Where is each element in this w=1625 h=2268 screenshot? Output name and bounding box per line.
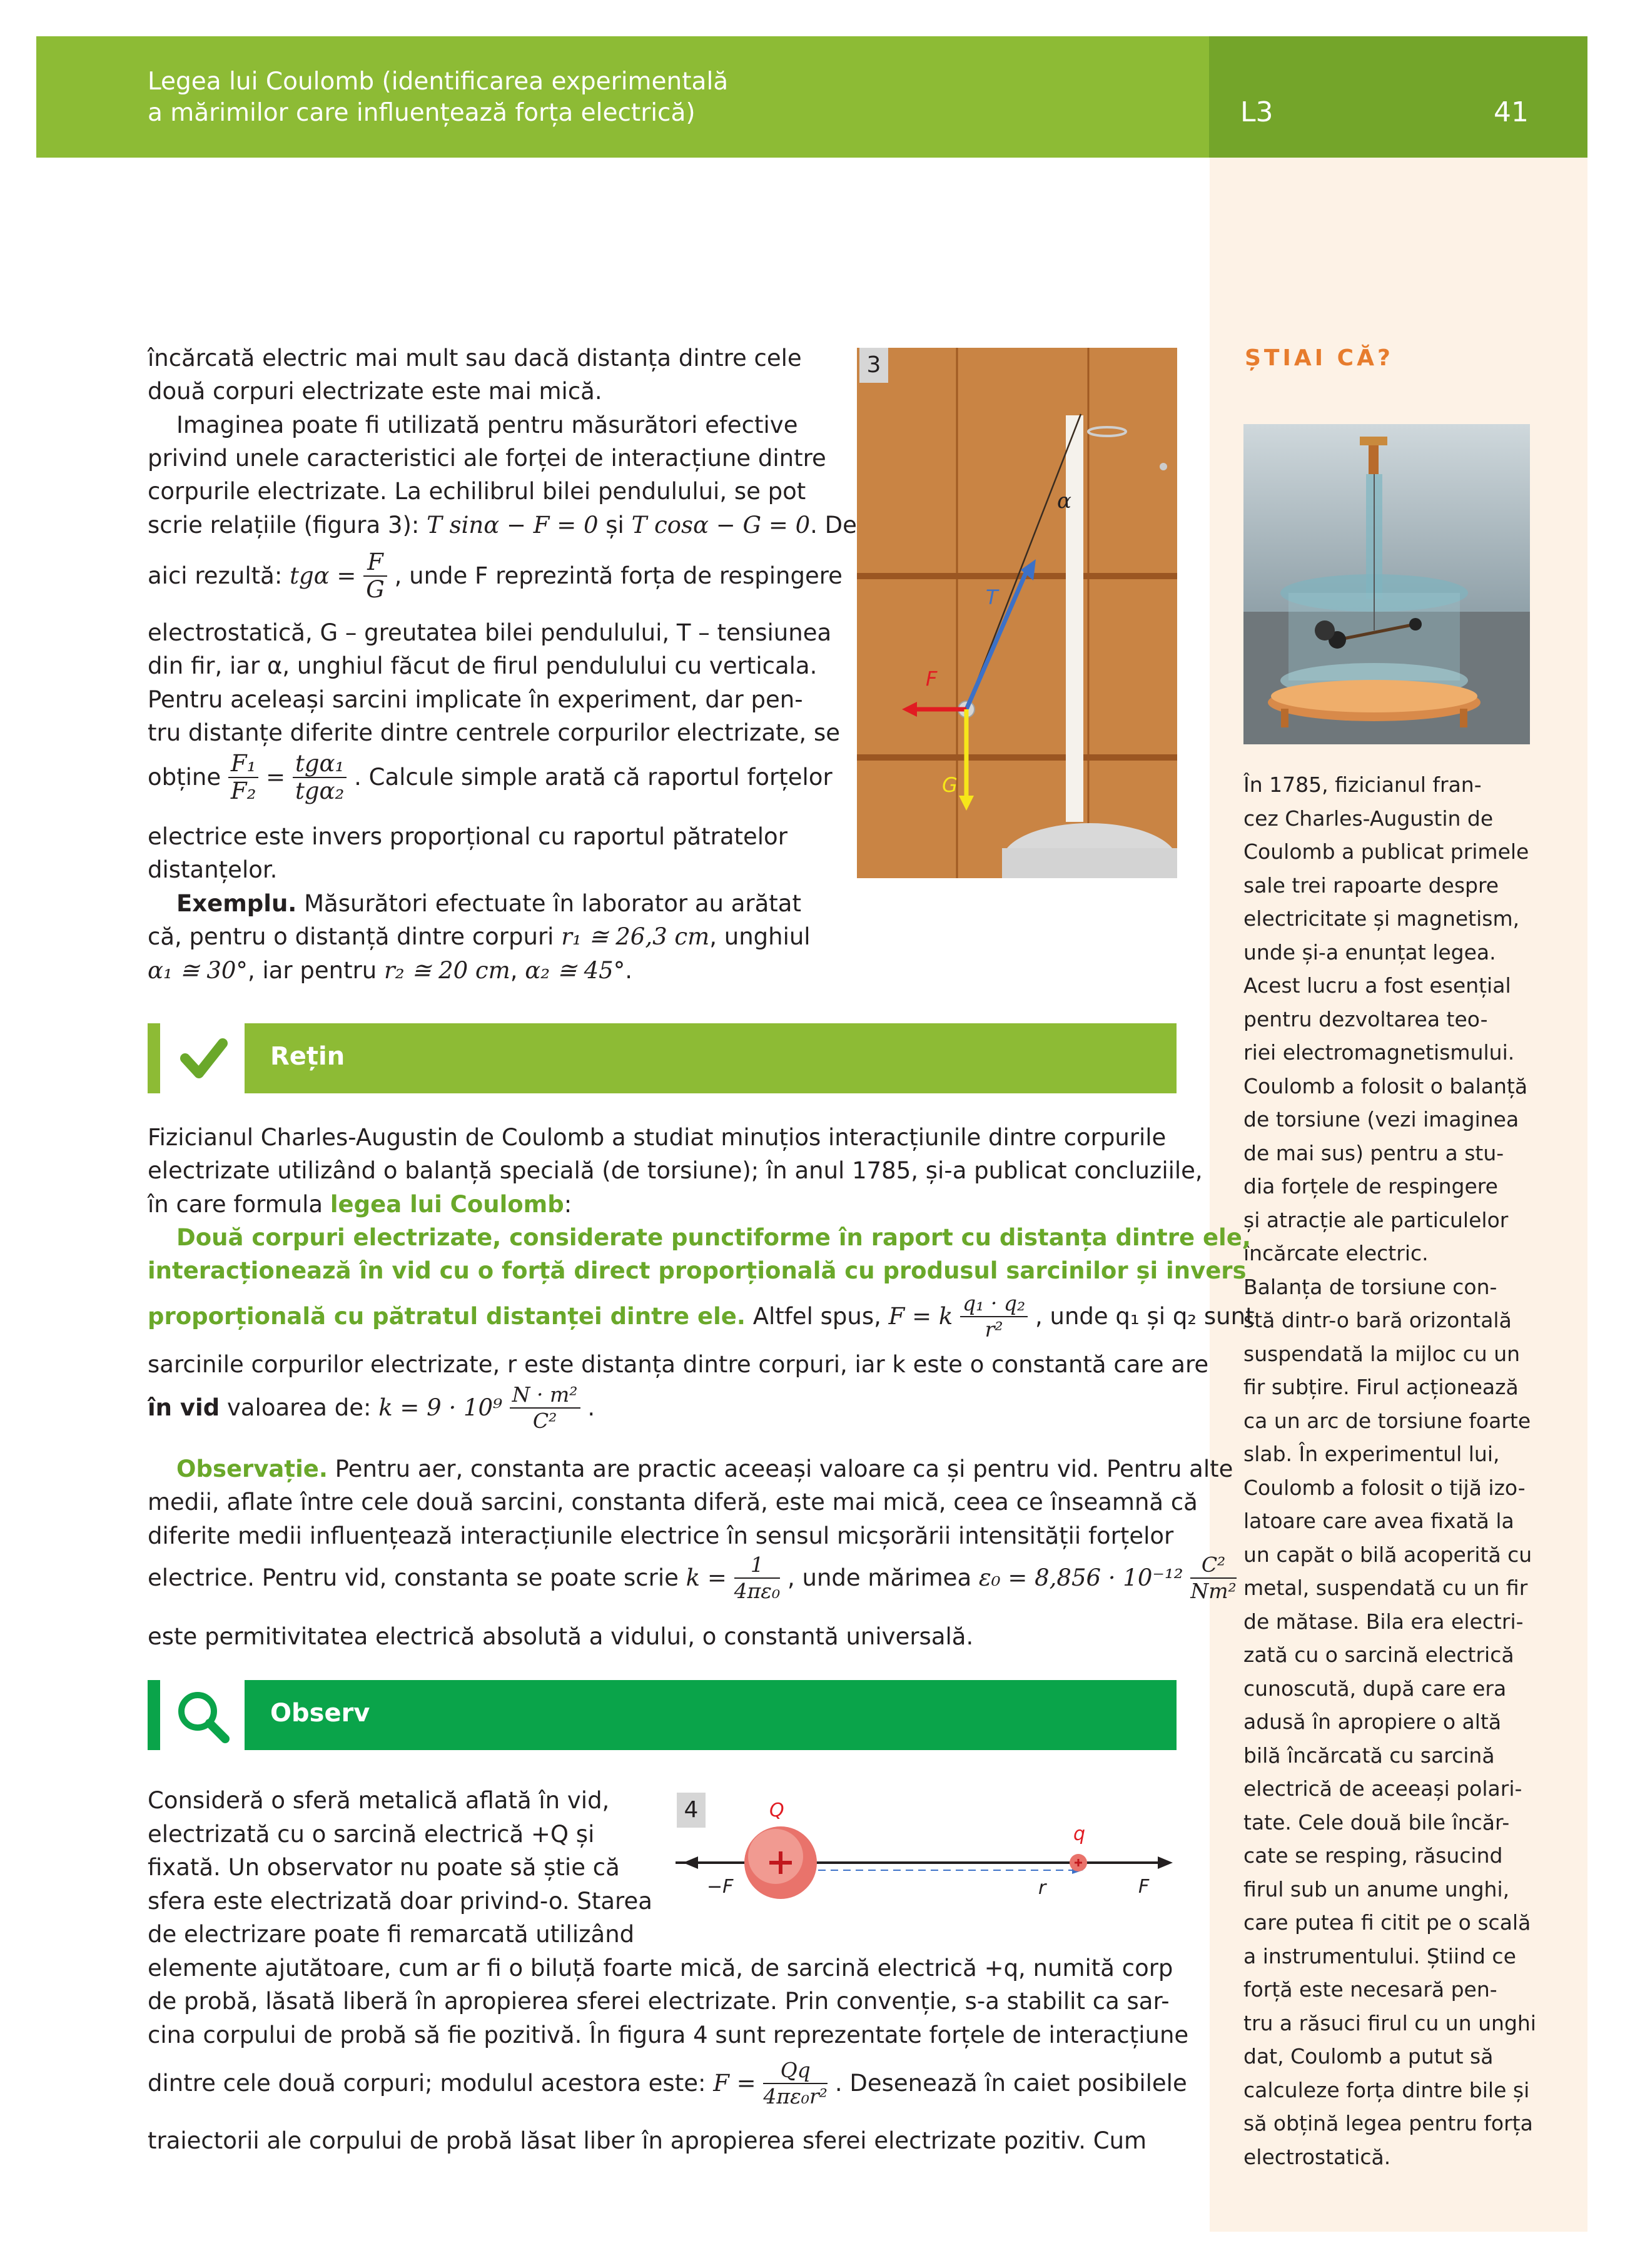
k-formula: k =	[686, 1564, 727, 1592]
text-line: electrice este invers proporțional cu raportul pătratelor	[148, 823, 787, 850]
fraction-denominator: Nm²	[1190, 1579, 1237, 1603]
text-run: în care formula	[148, 1191, 330, 1218]
magnifier-icon	[160, 1680, 245, 1750]
text-run: ,	[510, 957, 525, 984]
fraction-denominator: 4πε₀r²	[763, 2084, 828, 2109]
text-line	[148, 751, 833, 804]
text-line: elemente ajutătoare, cum ar fi o biluță foarte mică, de sarcină electrică +q, numită corp	[148, 1955, 1173, 1982]
fraction-numerator: F	[363, 549, 387, 577]
text-run: . De	[810, 512, 857, 539]
text-line: Imaginea poate fi utilizată pentru măsurători efective	[176, 412, 798, 438]
lesson-title-line: a mărimilor care influențează forța electrică)	[148, 99, 696, 127]
figure-4-charges	[676, 1789, 1176, 1914]
text-line	[148, 2058, 1187, 2109]
page-header	[36, 36, 1587, 158]
fraction-numerator: tgα₁	[293, 751, 347, 778]
fraction-numerator: N · m²	[510, 1382, 580, 1409]
text-run: electrice. Pentru vid, constanta se poate scrie	[148, 1564, 679, 1592]
distance-r1: r₁ ≅ 26,3 cm	[561, 923, 710, 950]
text-run: , unde mărimea	[787, 1564, 972, 1592]
label-r: r	[1038, 1877, 1046, 1899]
text-line	[176, 1452, 1233, 1486]
banner-bar	[245, 1680, 1177, 1750]
fraction	[363, 549, 387, 603]
law-statement-line: interacționează în vid cu o forță direct proporțională cu produsul sarcinilor și invers	[148, 1257, 1247, 1284]
label-weight: G	[942, 773, 958, 797]
text-line: electrostatică, G – greutatea bilei pendulului, T – tensiunea	[148, 619, 832, 646]
text-line	[148, 1552, 1237, 1604]
banner-icon-box	[160, 1023, 245, 1093]
text-run: în vid	[148, 1394, 220, 1422]
sidebar-text	[1243, 768, 1537, 2174]
text-line: privind unele caracteristici ale forței de interacțiune dintre	[148, 445, 826, 472]
text-run: și	[598, 512, 632, 539]
text-run: , unde F reprezintă forța de respingere	[394, 562, 843, 590]
coulomb-law-term: legea lui Coulomb	[330, 1191, 564, 1218]
fraction-denominator: r²	[985, 1317, 1003, 1342]
text-run: .	[587, 1394, 595, 1422]
figure-3-number: 3	[859, 348, 888, 383]
text-line	[148, 920, 811, 954]
law-statement-line: Două corpuri electrizate, considerate punctiforme în raport cu distanța dintre ele,	[176, 1224, 1251, 1251]
text-run: dintre cele două corpuri; modulul acestora este:	[148, 2070, 706, 2097]
text-run: . Calcule simple arată că raportul forțelor	[354, 764, 833, 791]
text-line: sarcinile corpurilor electrizate, r este distanța dintre corpuri, iar k este o constantă care are	[148, 1351, 1209, 1378]
text-run: Altfel spus,	[752, 1303, 881, 1330]
sidebar-title: ȘTIAI CĂ?	[1245, 345, 1394, 371]
fraction-numerator: 1	[734, 1552, 781, 1579]
text-run: .	[625, 957, 632, 984]
fraction	[734, 1552, 781, 1604]
example-label: Exemplu.	[176, 890, 297, 917]
pendulum-illustration	[857, 348, 1177, 878]
lesson-title-line: Legea lui Coulomb (identificarea experimentală	[148, 68, 729, 96]
text-line: de electrizare poate fi remarcată utilizând	[148, 1921, 635, 1948]
text-line	[148, 1291, 1255, 1342]
charge-interaction-diagram	[676, 1789, 1176, 1914]
text-line: două corpuri electrizate este mai mică.	[148, 378, 602, 405]
text-run: valoarea de:	[226, 1394, 372, 1422]
law-statement-line: proporțională cu pătratul distanței dintre ele.	[148, 1303, 746, 1330]
text-line: din fir, iar α, unghiul făcut de firul pendulului cu verticala.	[148, 652, 818, 679]
equals-sign: =	[266, 764, 286, 791]
torsion-balance-illustration	[1243, 424, 1530, 744]
text-line: cina corpului de probă să fie pozitivă. În figura 4 sunt reprezentate forțele de interacțiune	[148, 2022, 1189, 2048]
angle-alpha1: α₁ ≅ 30°	[148, 957, 248, 984]
observ-label: Observ	[270, 1699, 370, 1728]
text-line: distanțelor.	[148, 856, 278, 883]
lesson-title	[148, 66, 728, 129]
fraction-denominator: C²	[532, 1409, 557, 1433]
banner-icon-box	[160, 1680, 245, 1750]
fraction	[960, 1291, 1028, 1342]
figure-4-number: 4	[677, 1793, 706, 1828]
text-line	[148, 954, 632, 988]
text-run: , unghiul	[709, 923, 811, 950]
fraction-numerator: F₁	[228, 751, 259, 778]
fraction-numerator: q₁ · q₂	[960, 1291, 1028, 1317]
label-tension: T	[986, 585, 998, 609]
fraction	[763, 2058, 828, 2109]
observ-banner	[148, 1680, 1177, 1750]
text-run: , unde q₁ și q₂ sunt	[1035, 1303, 1255, 1330]
text-line: sfera este electrizată doar privind-o. Starea	[148, 1888, 652, 1915]
fraction-numerator: Qq	[763, 2058, 828, 2084]
text-run: :	[564, 1191, 572, 1218]
text-line: corpurile electrizate. La echilibrul bilei pendulului, se pot	[148, 478, 806, 505]
label-F: F	[1138, 1876, 1150, 1898]
text-line: Pentru aceleași sarcini implicate în experiment, dar pen-	[148, 686, 803, 713]
sidebar-paragraph: În 1785, fizicianul fran- cez Charles-Augustin de Coulomb a publicat primele sale trei rapoarte despre electricitate și magnetism, unde și-a enunțat legea. Acest lucru a fost esențial pentru dezvoltarea teo- riei electromagnetismului. Coulomb a folosit o balanță de torsiune (vezi imaginea de mai sus) pentru a stu- dia forțele de respingere și atracție ale particulelor încărcate electric. Balanța de torsiune con- stă dintr-o bară orizontală suspendată la mijloc cu un fir subțire. Firul acționează ca un arc de torsiune foarte slab. În experimentul lui, Coulomb a folosit o tijă izo- latoare care avea fixată la un capăt o bilă acoperită cu metal, suspendată cu un fir de mătase. Bila era electri- zată cu o sarcină electrică cunoscută, după care era adusă în apropiere o altă bilă încărcată cu sarcină electrică de aceeași polari- tate. Cele două bile încăr- cate se resping, răsucind firul sub un anume unghi, care putea fi citit pe o scală a instrumentului. Știind ce forță este necesară pen- tru a răsuci firul cu un unghi dat, Coulomb a putut să calculeze forța dintre bile și să obțină legea pentru forța electrostatică.	[1243, 772, 1536, 2169]
banner-bar	[245, 1023, 1177, 1093]
banner-stripe	[148, 1680, 160, 1750]
text-run: obține	[148, 764, 221, 791]
text-line: medii, aflate între cele două sarcini, constanta diferă, este mai mică, ceea ce înseamnă că	[148, 1489, 1198, 1516]
label-force: F	[926, 667, 938, 691]
permittivity-value: ε₀ = 8,856 · 10⁻¹²	[978, 1564, 1183, 1592]
angle-alpha2: α₂ ≅ 45°	[525, 957, 625, 984]
text-line: electrizate utilizând o balanță specială (de torsiune); în anul 1785, și-a publicat concluziile,	[148, 1157, 1203, 1184]
fraction-denominator: tgα₂	[295, 777, 345, 804]
fraction	[293, 751, 347, 804]
text-line: traiectorii ale corpului de probă lăsat liber în apropierea sferei electrizate pozitiv. Cum	[148, 2127, 1147, 2154]
text-line	[148, 549, 843, 603]
text-run: Pentru aer, constanta are practic aceeași valoare ca și pentru vid. Pentru alte	[327, 1455, 1233, 1482]
text-line	[148, 1382, 595, 1434]
text-run: că, pentru o distanță dintre corpuri	[148, 923, 562, 950]
text-line: Consideră o sferă metalică aflată în vid,	[148, 1787, 610, 1814]
retin-label: Rețin	[270, 1042, 345, 1071]
text-line: diferite medii influențează interacțiunile electrice în sensul micșorării intensității forțelor	[148, 1522, 1174, 1549]
text-run: aici rezultă:	[148, 562, 283, 590]
text-line: este permitivitatea electrică absolută a vidului, o constantă universală.	[148, 1623, 974, 1650]
equation-equilibrium-y: T cosα − G = 0	[631, 512, 811, 539]
coulomb-formula: F = k	[888, 1303, 953, 1330]
checkmark-icon	[160, 1023, 245, 1093]
lesson-code: L3	[1240, 96, 1273, 128]
text-line: tru distanțe diferite dintre centrele corpurilor electrizate, se	[148, 719, 840, 746]
label-minus-F: −F	[707, 1876, 734, 1898]
observation-label: Observație.	[176, 1455, 328, 1482]
text-line: Fizicianul Charles-Augustin de Coulomb a studiat minuțios interacțiunile dintre corpurile	[148, 1124, 1167, 1151]
text-run: . Desenează în caiet posibilele	[834, 2070, 1187, 2097]
text-line: de probă, lăsată liberă în apropierea sferei electrizate. Prin convenție, s-a stabilit ca sar-	[148, 1988, 1170, 2015]
fraction-numerator: C²	[1190, 1552, 1236, 1579]
label-alpha: α	[1057, 489, 1071, 514]
force-formula: F =	[713, 2070, 756, 2097]
text-run: scrie relațiile (figura 3):	[148, 512, 427, 539]
text-run: , iar pentru	[247, 957, 385, 984]
text-run: Măsurători efectuate în laborator au arătat	[296, 890, 801, 917]
label-q: q	[1073, 1823, 1086, 1845]
fraction	[1190, 1552, 1236, 1604]
text-line	[176, 887, 801, 921]
fraction	[228, 751, 259, 804]
distance-r2: r₂ ≅ 20 cm	[384, 957, 510, 984]
text-line: încărcată electric mai mult sau dacă distanța dintre cele	[148, 345, 802, 372]
fraction-denominator: G	[366, 576, 385, 603]
text-line: electrizată cu o sarcină electrică +Q și	[148, 1821, 595, 1848]
fraction-denominator: F₂	[230, 777, 256, 804]
banner-stripe	[148, 1023, 160, 1093]
text-line	[148, 1188, 572, 1222]
k-constant-value: k = 9 · 10⁹	[378, 1394, 502, 1422]
equation-equilibrium-x: T sinα − F = 0	[427, 512, 599, 539]
page-number: 41	[1494, 96, 1529, 128]
label-Q: Q	[769, 1800, 784, 1821]
retin-banner	[148, 1023, 1177, 1093]
equation-tg-alpha: tgα =	[290, 562, 357, 590]
text-line	[148, 509, 857, 542]
torsion-balance-image	[1243, 424, 1530, 744]
fraction-denominator: 4πε₀	[734, 1579, 781, 1603]
figure-3-pendulum-photo	[857, 348, 1177, 878]
text-line: fixată. Un observator nu poate să știe că	[148, 1854, 620, 1881]
fraction	[510, 1382, 580, 1434]
